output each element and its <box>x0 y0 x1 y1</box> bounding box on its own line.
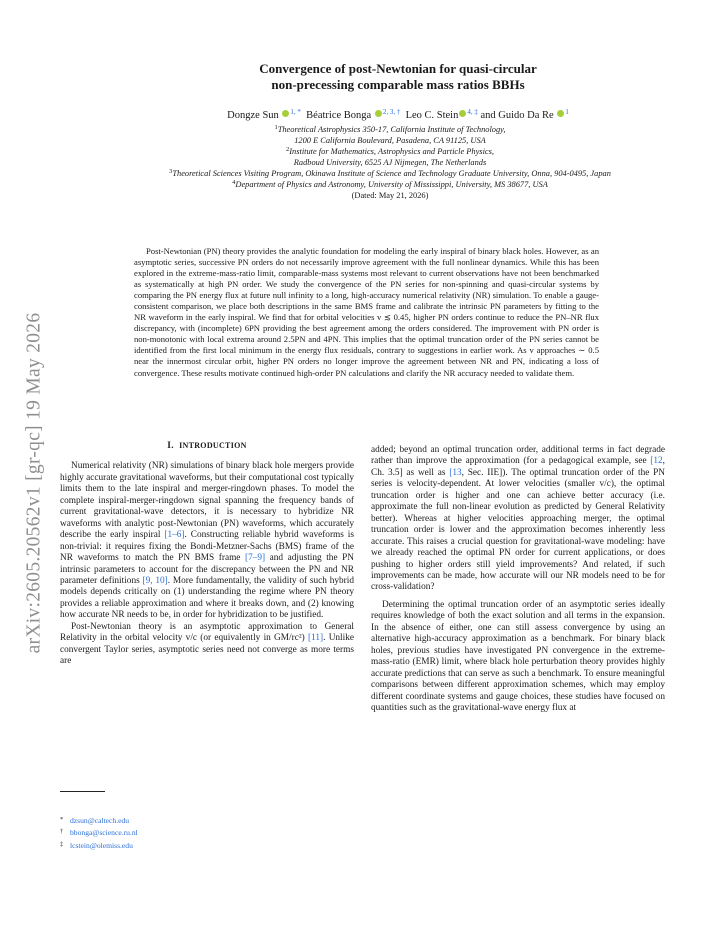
left-column <box>60 440 354 668</box>
citation-link[interactable]: [1–6] <box>164 530 185 541</box>
intro-paragraph-2-continued: added; beyond an optimal truncation order, additional terms in fact degrade rather than improve the approximation (for a pedagogical example, see [12, Ch. 3.5] as well as [13, Sec. IIE]). The optimal truncation order of the PN series is velocity-dependent. At lower velocities (smaller v/c), the optimal truncation order is higher and one can achieve better accuracy (i.e. approximate the full non-linear evolution as predicted by General Relativity better). Whereas at higher velocities approaching merger, the optimal truncation order is lower and the approximation becomes inherently less accurate. This raises a crucial question for gravitational-wave modeling: have we already reached the optimal PN order for current applications, or does pushing to higher orders still yield improvements? And related, if such improvements can be made, how accurate will our NR models need to be for cross-validation? <box>371 445 666 593</box>
affiliation-3: $^3$Theoretical Sciences Visiting Program, Okinawa Institute of Science and Technology Graduate University, Onna, 904-0495, Japan <box>169 168 611 178</box>
email-link[interactable]: dzsun@caltech.edu <box>70 816 130 825</box>
orcid-icon[interactable] <box>282 110 289 117</box>
footnote: ‡ lcstein@olemiss.edu <box>60 840 133 850</box>
footnotes <box>60 814 320 851</box>
intro-paragraph-2: Post-Newtonian theory is an asymptotic approximation to General Relativity in the orbital velocity v/c (or equivalently in GM/rc²) [11]. Unlike convergent Taylor series, asymptotic series need not converge as more terms are <box>60 621 354 667</box>
abstract: Post-Newtonian (PN) theory provides the analytic foundation for modeling the early inspiral of binary black holes. However, as an asymptotic series, successive PN orders do not necessarily improve agreement with the full nonlinear dynamics. While this has been explored in the extreme-mass-ratio limit, comparable-mass systems most relevant to current observations have not been benchmarked as systematically at high PN order. We study the convergence of the PN series for non-spinning and quasi-circular systems by comparing the PN energy flux at future null infinity to a long, high-accuracy numerical relativity (NR) simulation. To enable a gauge-consistent comparison, we place both descriptions in the same BMS frame and calibrate the intrinsic PN parameters by fitting to the NR waveform in the early inspiral. We find that for orbital velocities v ≲ 0.45, higher PN orders continue to reduce the PN–NR flux discrepancy, with (incomplete) 6PN providing the best agreement among the orders considered. The improvement with PN order is non-monotonic with local extrema around 2.5PN and 4PN. This implies that the optimal truncation order of the PN series cannot be identified from the first local minimum in the energy flux residuals, contrary to suggestions in earlier work. As v approaches ∼ 0.5 near the innermost circular orbit, higher PN orders no longer improve the agreement between NR and PN, indicating a loss of convergence. These results motivate continued high-order PN calculations and clarify the NR accuracy needed to validate them. <box>134 246 599 378</box>
email-link[interactable]: lcstein@olemiss.edu <box>70 840 133 850</box>
citation-link[interactable]: [7–9] <box>244 553 266 564</box>
footnote-divider <box>60 791 105 792</box>
section-heading: I. INTRODUCTION <box>167 441 247 451</box>
author-affiliation-mark: 1, * <box>290 108 301 116</box>
orcid-icon[interactable] <box>459 110 466 117</box>
intro-paragraph-3: Determining the optimal truncation order of an asymptotic series ideally requires knowledge of both the exact solution and all terms in the expansion. In the absence of either, one can still assess convergence by using an alternative high-accuracy approximation as a benchmark. For binary black holes, previous studies have investigated PN convergence in the extreme-mass-ratio (EMR) limit, where black hole perturbation theory provides highly accurate predictions that can serve as such a benchmark. To ensure meaningful comparisons between different approximation schemes, which may employ different coordinate systems and gauge choices, these studies have focused on quantities such as the gravitational-wave energy flux at <box>371 599 665 713</box>
author-affiliation-mark: 4, ‡ <box>467 108 478 116</box>
author-affiliation-mark: 2, 3, † <box>382 108 401 116</box>
author-name: Béatrice Bonga <box>306 110 372 121</box>
citation-link[interactable]: [11] <box>307 633 324 644</box>
arxiv-identifier: arXiv:2605.20562v1 [gr-qc] 19 May 2026 <box>23 312 45 654</box>
affiliation-1: $^1$Theoretical Astrophysics 350-17, California Institute of Technology, <box>274 124 506 134</box>
intro-paragraph-1: Numerical relativity (NR) simulations of binary black hole mergers provide highly accurate gravitational waveforms, but their computational cost typically limits them to the late inspiral and merger-ringdown phases. To model the complete inspiral-merger-ringdown signal spanning the frequency bands of current gravitational-wave detectors, it is necessary to hybridize NR waveforms with analytic post-Newtonian (PN) waveforms, which accurately describe the early inspiral [1–6]. Constructing reliable hybrid waveforms is non-trivial: it requires fixing the Bondi-Metzner-Sachs (BMS) frame of the NR waveforms to match the PN BMS frame [7–9] and adjusting the PN intrinsic parameters to account for the discrepancy between the PN and NR parameter definitions [9, 10]. More fundamentally, the validity of such hybrid models depends critically on (1) understanding the regime where PN theory provides a reliable approximation and where it breaks down, and (2) knowing how accurate NR needs to be, in order for hybridization to be justified. <box>60 461 354 621</box>
affiliation-1-address: 1200 E California Boulevard, Pasadena, CA 91125, USA <box>294 136 486 145</box>
author-name: Leo C. Stein <box>405 110 459 121</box>
affiliation-4: $^4$Department of Physics and Astronomy, University of Mississippi, University, MS 38677, USA <box>232 179 548 189</box>
arxiv-identifier-sidebar <box>22 288 46 678</box>
email-link[interactable]: bbonga@science.ru.nl <box>70 828 138 838</box>
right-column <box>371 445 665 714</box>
affiliation-2: $^2$Institute for Mathematics, Astrophysics and Particle Physics, <box>286 146 494 156</box>
author-conjunction: and <box>480 110 496 121</box>
paper-title <box>140 61 656 92</box>
footnote: † bbonga@science.ru.nl <box>60 828 138 838</box>
author-name: Guido Da Re <box>498 110 554 121</box>
affiliations <box>40 124 720 201</box>
author-list <box>100 109 696 122</box>
title-line-2: non-precessing comparable mass ratios BBHs <box>271 76 525 92</box>
citation-link[interactable]: [13 <box>449 467 462 478</box>
author-name: Dongze Sun <box>227 110 279 121</box>
citation-link[interactable]: [9, 10] <box>142 575 168 586</box>
orcid-icon[interactable] <box>557 110 564 117</box>
footnote: * dzsun@caltech.edu <box>60 816 130 825</box>
title-line-1: Convergence of post-Newtonian for quasi-circular <box>259 61 537 76</box>
date-line: (Dated: May 21, 2026) <box>351 191 429 200</box>
orcid-icon[interactable] <box>375 110 382 117</box>
affiliation-2-address: Radboud University, 6525 AJ Nijmegen, The Netherlands <box>293 158 487 167</box>
author-affiliation-mark: 1 <box>565 108 569 116</box>
citation-link[interactable]: [12 <box>650 456 663 467</box>
